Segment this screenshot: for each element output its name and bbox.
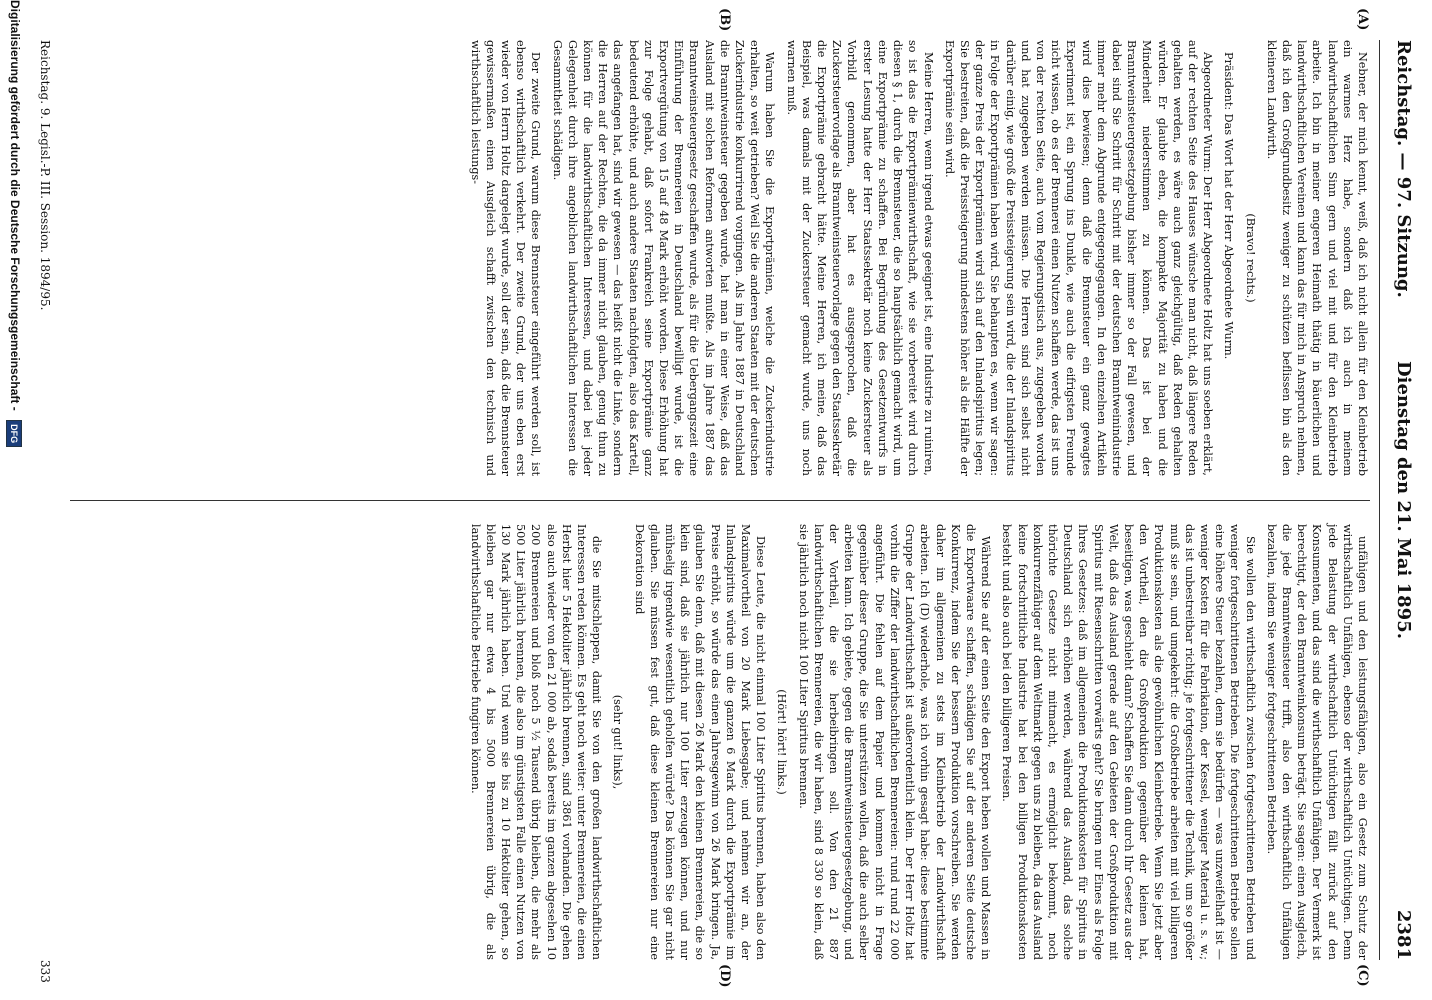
- interjection: (Hört! hört! links.): [775, 689, 789, 795]
- margin-mark-a: (A): [1355, 8, 1370, 31]
- paragraph: unfähigen und den leistungsfähigen, also ein Gesetz zum Schutz der wirthschaftlich Unfähigen, ebenso der wirthschaftlich Untüchtigen. Denn jede Belastung der wirthschaftlich Untüchtigen fällt zurück auf den Konsumenten, und das sind die wirthschaftlich Unfähigen. Der Vermerk ist berechtigt, der den Branntweinkonsum beträgt. Sie sagen: einen Ausgleich, die jede Branntweinsteuer trifft, also den wirthschaftlich Unfähigen bezahlen, indem Sie weniger fortgeschrittenen Betrieben.: [1264, 524, 1369, 960]
- interjection: (sehr gut! links),: [611, 694, 625, 790]
- footer-page-number: 333: [38, 960, 52, 983]
- page-footer: [38, 40, 52, 983]
- paragraph: Der zweite Grund, warum diese Brennsteuer eingeführt werden soll, ist ebenso wirthschaftlich verkehrt. Der zweite Grund, der uns eben erst wieder von Herrn Holtz dargelegt wurde, soll der sein, daß die Brennsteuer gewissermaßen einen Ausgleich schafft zwischen den technisch und wirthschaftlich leistungs-: [468, 40, 543, 476]
- text-column-left: [461, 40, 1370, 476]
- paragraph: Präsident: Das Wort hat der Herr Abgeordnete Wurm.: [1222, 52, 1236, 360]
- margin-mark-c: (C): [1355, 964, 1370, 987]
- paragraph: Warum haben Sie die Exportprämien, welche die Zuckerindustrie erhalten, so weit getrieben? Weil Sie die anderen Staaten mit der deutschen Zuckerindustrie konkurrirend vorgingen. Als im Jahre 1887 in Deutschland die Branntweinsteuer gegeben wurde, hat man in einer Weise, daß das Ausland mit solchen Reformen antworten mußte. Als im Jahre 1887 das Branntweinsteuergesetz geschaffen wurde, als für die Uebergangszeit eine Einführung der Brennereien in Deutschland bewilligt wurde, ist die Exportvergütung von 15 auf 48 Mark erhöht worden. Diese Erhöhung hat zur Folge gehabt, daß sofort Frankreich seine Exportprämie ganz bedeutend erhöhte, und auch andere Staaten nachfolgten, also das Kartell, das angefangen hat, sind wir gewesen — das heißt nicht die Linke, sondern die Herren auf der Rechten, die da immer nicht glauben, genug thun zu können für die landwirthschaftlichen Interessen, und dabei bei jeder Gelegenheit durch ihre angeblichen landwirthschaftlichen Interessen die Gesammtheit schädigen.: [550, 40, 777, 476]
- header-left: Reichstag. — 97. Sitzung.: [1393, 40, 1414, 298]
- header-rule: [1379, 40, 1380, 960]
- column-divider: [70, 500, 1370, 501]
- paragraph: Nebner, der mich kennt, weiß, daß ich nicht allein für den Kleinbetrieb ein warmes Herz habe, sondern daß ich auch in meinem landwirthschaftlichen Sinn gern und viel mit und für den Kleinbetrieb arbeite. Ich bin in meiner engeren Heimath thätig in bäuerlichen und landwirthschaftlichen Vereinen und kann das für mich in Anspruch nehmen, daß ich den Großgrundbesitz weniger zu schützen beflissen bin als den kleineren Landwirth.: [1264, 40, 1369, 476]
- header-center: Dienstag den 21. Mai 1895.: [1393, 361, 1414, 639]
- paragraph: die Sie mitschleppen, damit Sie von den großen landwirthschaftlichen Interessen reden können. Es geht noch weiter: unter Brennereien, die einen Herbst hier 5 Hektoliter jährlich brennen, sind 3861 vorhanden. Die gehen also auch wieder von den 21 000 ab, sodaß bereits im ganzen abgesehen 10 200 Brennereien und bloß noch 5 ½ Tausend übrig bleiben, die mehr als 500 Liter jährlich brennen, die also im günstigsten Falle einen Nutzen von 130 Mark jährlich haben. Und wenn sie bis zu 10 Hektoliter gehen, so bleiben gar nur etwa 4 bis 5000 Brennereien übrig, die als landwirthschaftliche Betriebe fungiren können.: [468, 524, 604, 960]
- margin-mark-d: (D): [717, 964, 732, 988]
- paragraph: Während Sie auf der einen Seite den Export heben wollen und Massen in die Exportwaare schaffen, schädigen Sie auf der anderen Seite deutsche Konkurrenz, indem Sie der bessern Produktion vorschreiben. Sie werden daher im allgemeinen zu stets im Kleinbetrieb der Landwirthschaft arbeiten. Ich (D) wiederhole, was ich vorhin gesagt habe: diese bestimmte Gruppe der Landwirthschaft ist außerordentlich klein. Der Herr Holtz hat vorhin die Ziffer der landwirthschaftlichen Brennereien: rund rund 22 000 angeführt. Die fehlen auf dem Papier und kommen nicht in Frage gegenüber dieser Gruppe, die Sie unterstützen wollen, daß die auch selber arbeiten kann. Ich gebiete, gegen die Branntweinsteuergesetzgebung, und der Vortheil, die sie herbeibringen soll. Von den 21 887 landwirthschaftlichen Brennereien, die wir haben, sind 8 330 so klein, daß sie jährlich noch nicht 100 Liter Spiritus brennen.: [796, 524, 993, 960]
- paragraph: Abgeordneter Wurm: Der Herr Abgeordnete Holtz hat uns soeben erklärt, auf der rechten Seite des Hauses wünsche man nicht, daß längere Reden gehalten werden, es wäre auch ganz gleichgültig, daß Reden gehalten würden. Er glaubte eben, die kompakte Majorität zu haben und die Minderheit niederstimmen zu können. Das ist bei der Branntweinsteuergesetzgebung bisher immer so der Fall gewesen, und dabei sind Sie Schritt für Schritt mit der deutschen Branntweinindustrie immer mehr dem Abgrunde entgegengegangen. In den einzelnen Artikeln wird dies bewiesen; denn daß die Brennsteuer ein ganz gewagtes Experiment ist, ein Sprung ins Dunkle, wie auch die eifrigsten Freunde nicht wissen, ob es der Brennerei einen Nutzen schaffen werde, das ist uns von der rechten Seite, auch vom Regierungstisch aus, zugegeben worden und hat zugegeben werden müssen. Die Herren sind sich selbst nicht darüber einig, wie groß die Preissteigerung sein wird, die der Inlandspiritus in Folge der Exportprämien haben wird. Sie behaupten es, wenn wir sagen: der ganze Preis der Exportprämien wird sich auf den Inlandspiritus legen; Sie bestreiten, daß die Preissteigerung mindestens höher als die Hälfte der Exportprämie sein wird.: [942, 40, 1215, 476]
- header-page-number: 2381: [1393, 909, 1414, 960]
- text-column-right: [461, 524, 1370, 960]
- dfg-logo-icon: DFG: [6, 420, 22, 447]
- paragraph: Sie wollen den wirthschaftlich zwischen fortgeschrittenen Betrieben und weniger fortgeschrittenen Betrieben. Die fortgeschrittenen Betriebe sollen eine höhere Steuer bezahlen, denn sie bedürfen — was unzweifelhaft ist — weniger Kosten für die Fabrikation, der Kessel, weniger Material u. s. w.; das ist unbestreitbar richtig; je fortgeschrittener die Technik, um so größer muß sie sein, und umgekehrt: die Großbetriebe arbeiten mit viel billigeren Produktionskosten als die gewöhnlichen Kleinbetriebe. Wenn Sie jetzt aber den Vortheil, den die Großproduktion gegenüber der kleinen hat, beseitigen, was geschieht dann? Schaffen Sie dann durch Ihr Gesetz aus der Welt, daß das Ausland gerade auf den Gebieten der Großproduktion mit Spiritus mit Riesenschritten vorwärts geht? Sie bringen nur Eines als Folge Ihres Gesetzes: daß im allgemeinen die Produktionskosten für Spiritus in Deutschland sich erhöhen werden, während das Ausland, das solche thörichte Gesetze nicht mitmacht, es ermöglicht bekommt, noch konkurrenzfähiger auf dem Weltmarkt gegen uns zu bleiben, da das Ausland keine fortschrittliche Industrie hat bei den billigen Produktionskosten besteht und also auch bei den billigeren Preisen.: [1000, 524, 1257, 960]
- paragraph: Diese Leute, die nicht einmal 100 Liter Spiritus brennen, haben also den Maximalvortheil von 20 Mark Liebesgabe; und nehmen wir an, der Inlandspiritus würde um die ganzen 6 Mark durch die Exportprämie im Preise erhöht, so würde das einen Jahresgewinn von 26 Mark bringen. Ja, glauben Sie denn, daß mit diesen 26 Mark den kleinen Brennereien, die so klein sind, daß sie jährlich nur 100 Liter erzeugen können, und nur mühselig irgendwie wesentlich geholfen würde? Das können Sie gar nicht glauben. Sie müssen fest gut, daß diese kleinen Brennereien nur eine Dekoration sind: [632, 524, 768, 960]
- digitization-credit: [0, 0, 30, 1000]
- page-header: [1384, 40, 1422, 960]
- digitization-text: Digitalisierung gefördert durch die Deutsche Forschungsgemeinschaft -: [8, 0, 22, 411]
- paragraph: Meine Herren, wenn irgend etwas geeignet ist, eine Industrie zu ruiniren, so ist das die Exportprämienwirthschaft, wie sie vorbereitet wird durch diesen § 1, durch die Brennsteuer, die so hauptsächlich gemacht wird, um eine Exportprämie zu schaffen. Bei Begründung des Gesetzentwurfs in erster Lesung hatte der Herr Staatssekretär noch keine Zuckersteuer als Vorbild genommen, aber hat es ausgesprochen, daß die Zuckersteuervorlage als Branntweinsteuervorlage gegen den Staatssekretär die Exportprämie gebracht hätte. Meine Herren, ich meine, daß das Beispiel, was damals mit der Zuckersteuer gemacht wurde, uns noch warnen muß.: [784, 40, 935, 476]
- footer-source: Reichstag. 9. Legisl.-P. III. Session. 1894/95.: [38, 40, 52, 311]
- margin-mark-b: (B): [717, 8, 732, 32]
- interjection: (Bravo! rechts.): [1243, 213, 1257, 303]
